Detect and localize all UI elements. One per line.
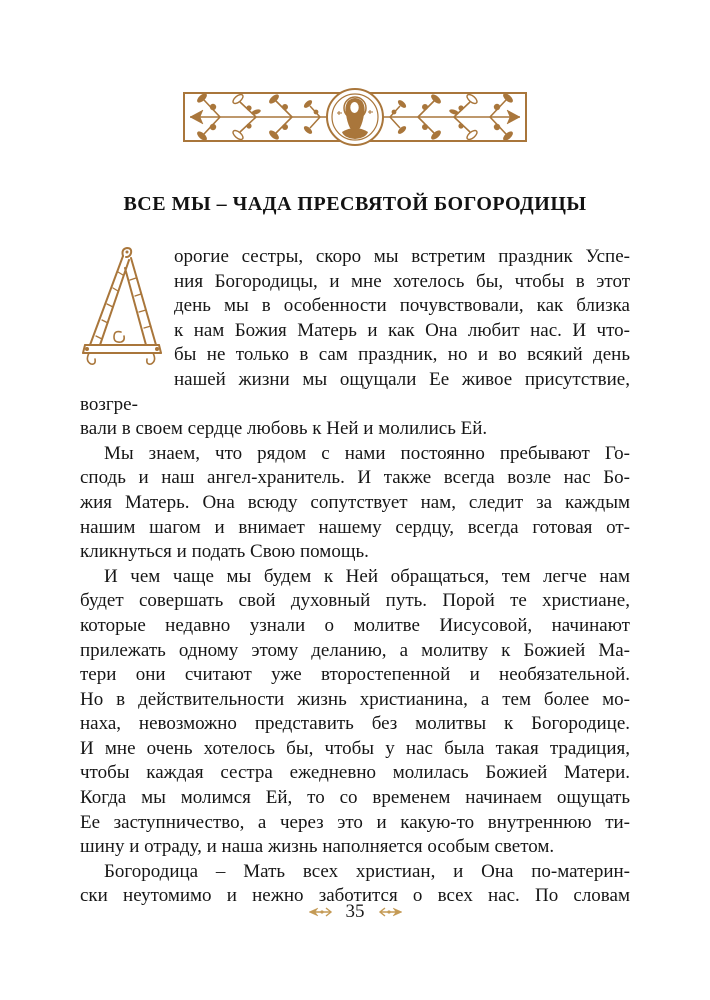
text-line: орогие сестры, скоро мы встретим праздник Успе- (174, 246, 630, 267)
text-line: ски неутомимо и нежно заботится о всех нас. По словам (80, 885, 630, 907)
text-line: И мне очень хотелось бы, чтобы у нас была такая традиция, (80, 737, 630, 759)
text-line: сподь и наш ангел-хранитель. И также всегда возле нас Бо- (80, 467, 630, 489)
text-line: И чем чаще мы будем к Ней обращаться, тем легче нам (104, 565, 630, 587)
header-ornament (0, 86, 710, 148)
page-number: 35 (345, 901, 365, 922)
page-footer (0, 901, 710, 923)
text-line: вали в своем сердце любовь к Ней и молились Ей. (80, 418, 488, 440)
text-line: жия Матерь. Она всюду сопутствует нам, следит за каждым (80, 491, 630, 513)
text-line: прилежать одному этому деланию, а молитву к Божией Ма- (80, 639, 630, 661)
text-line: Но в действительности жизнь христианина, а тем более мо- (80, 688, 630, 710)
text-line: тери они считают уже второстепенной и необязательной. (80, 664, 630, 686)
text-line: бы не только в сам праздник, но и во всякий день (174, 344, 630, 366)
text-line: шину и отраду, и наша жизнь наполняется особым светом. (80, 836, 555, 858)
text-line: нашей жизни мы ощущали Ее живое присутствие, возгре- (80, 368, 630, 415)
text-line: которые недавно узнали о молитве Иисусовой, начинают (80, 614, 630, 636)
text-line: Богородица – Мать всех христиан, и Она по-материн- (104, 860, 630, 882)
text-line: к нам Божия Матерь и как Она любит нас. И что- (174, 319, 630, 341)
page-title: ВСЕ МЫ – ЧАДА ПРЕСВЯТОЙ БОГОРОДИЦЫ (123, 193, 587, 215)
text-line: Мы знаем, что рядом с нами постоянно пребывают Го- (104, 442, 630, 464)
drop-cap (80, 246, 164, 369)
body-text (80, 245, 630, 909)
text-line: чтобы каждая сестра ежедневно молилась Божией Матери. (80, 762, 630, 784)
text-line: ния Богородицы, и мне хотелось бы, чтобы в этот (174, 270, 630, 292)
ornamental-initial-icon (80, 246, 164, 369)
floral-band-icon (182, 86, 528, 148)
text-line: нашим шагом и внимает нашему сердцу, всегда готовая от- (80, 516, 630, 538)
left-fleuron-icon (308, 906, 334, 918)
theotokos-medallion-icon (327, 89, 383, 145)
text-line: день мы в особенности почувствовали, как близка (174, 295, 630, 317)
text-line: наха, невозможно представить без молитвы к Богородице. (80, 713, 630, 735)
text-line: Ее заступничество, а через это и какую-то внутреннюю ти- (80, 811, 630, 833)
text-line: Когда мы молимся Ей, то со временем начинаем ощущать (80, 787, 630, 809)
text-line: кликнуться и подать Свою помощь. (80, 541, 369, 563)
text-line: будет совершать свой духовный путь. Порой те христиане, (80, 590, 630, 612)
right-fleuron-icon (377, 906, 403, 918)
